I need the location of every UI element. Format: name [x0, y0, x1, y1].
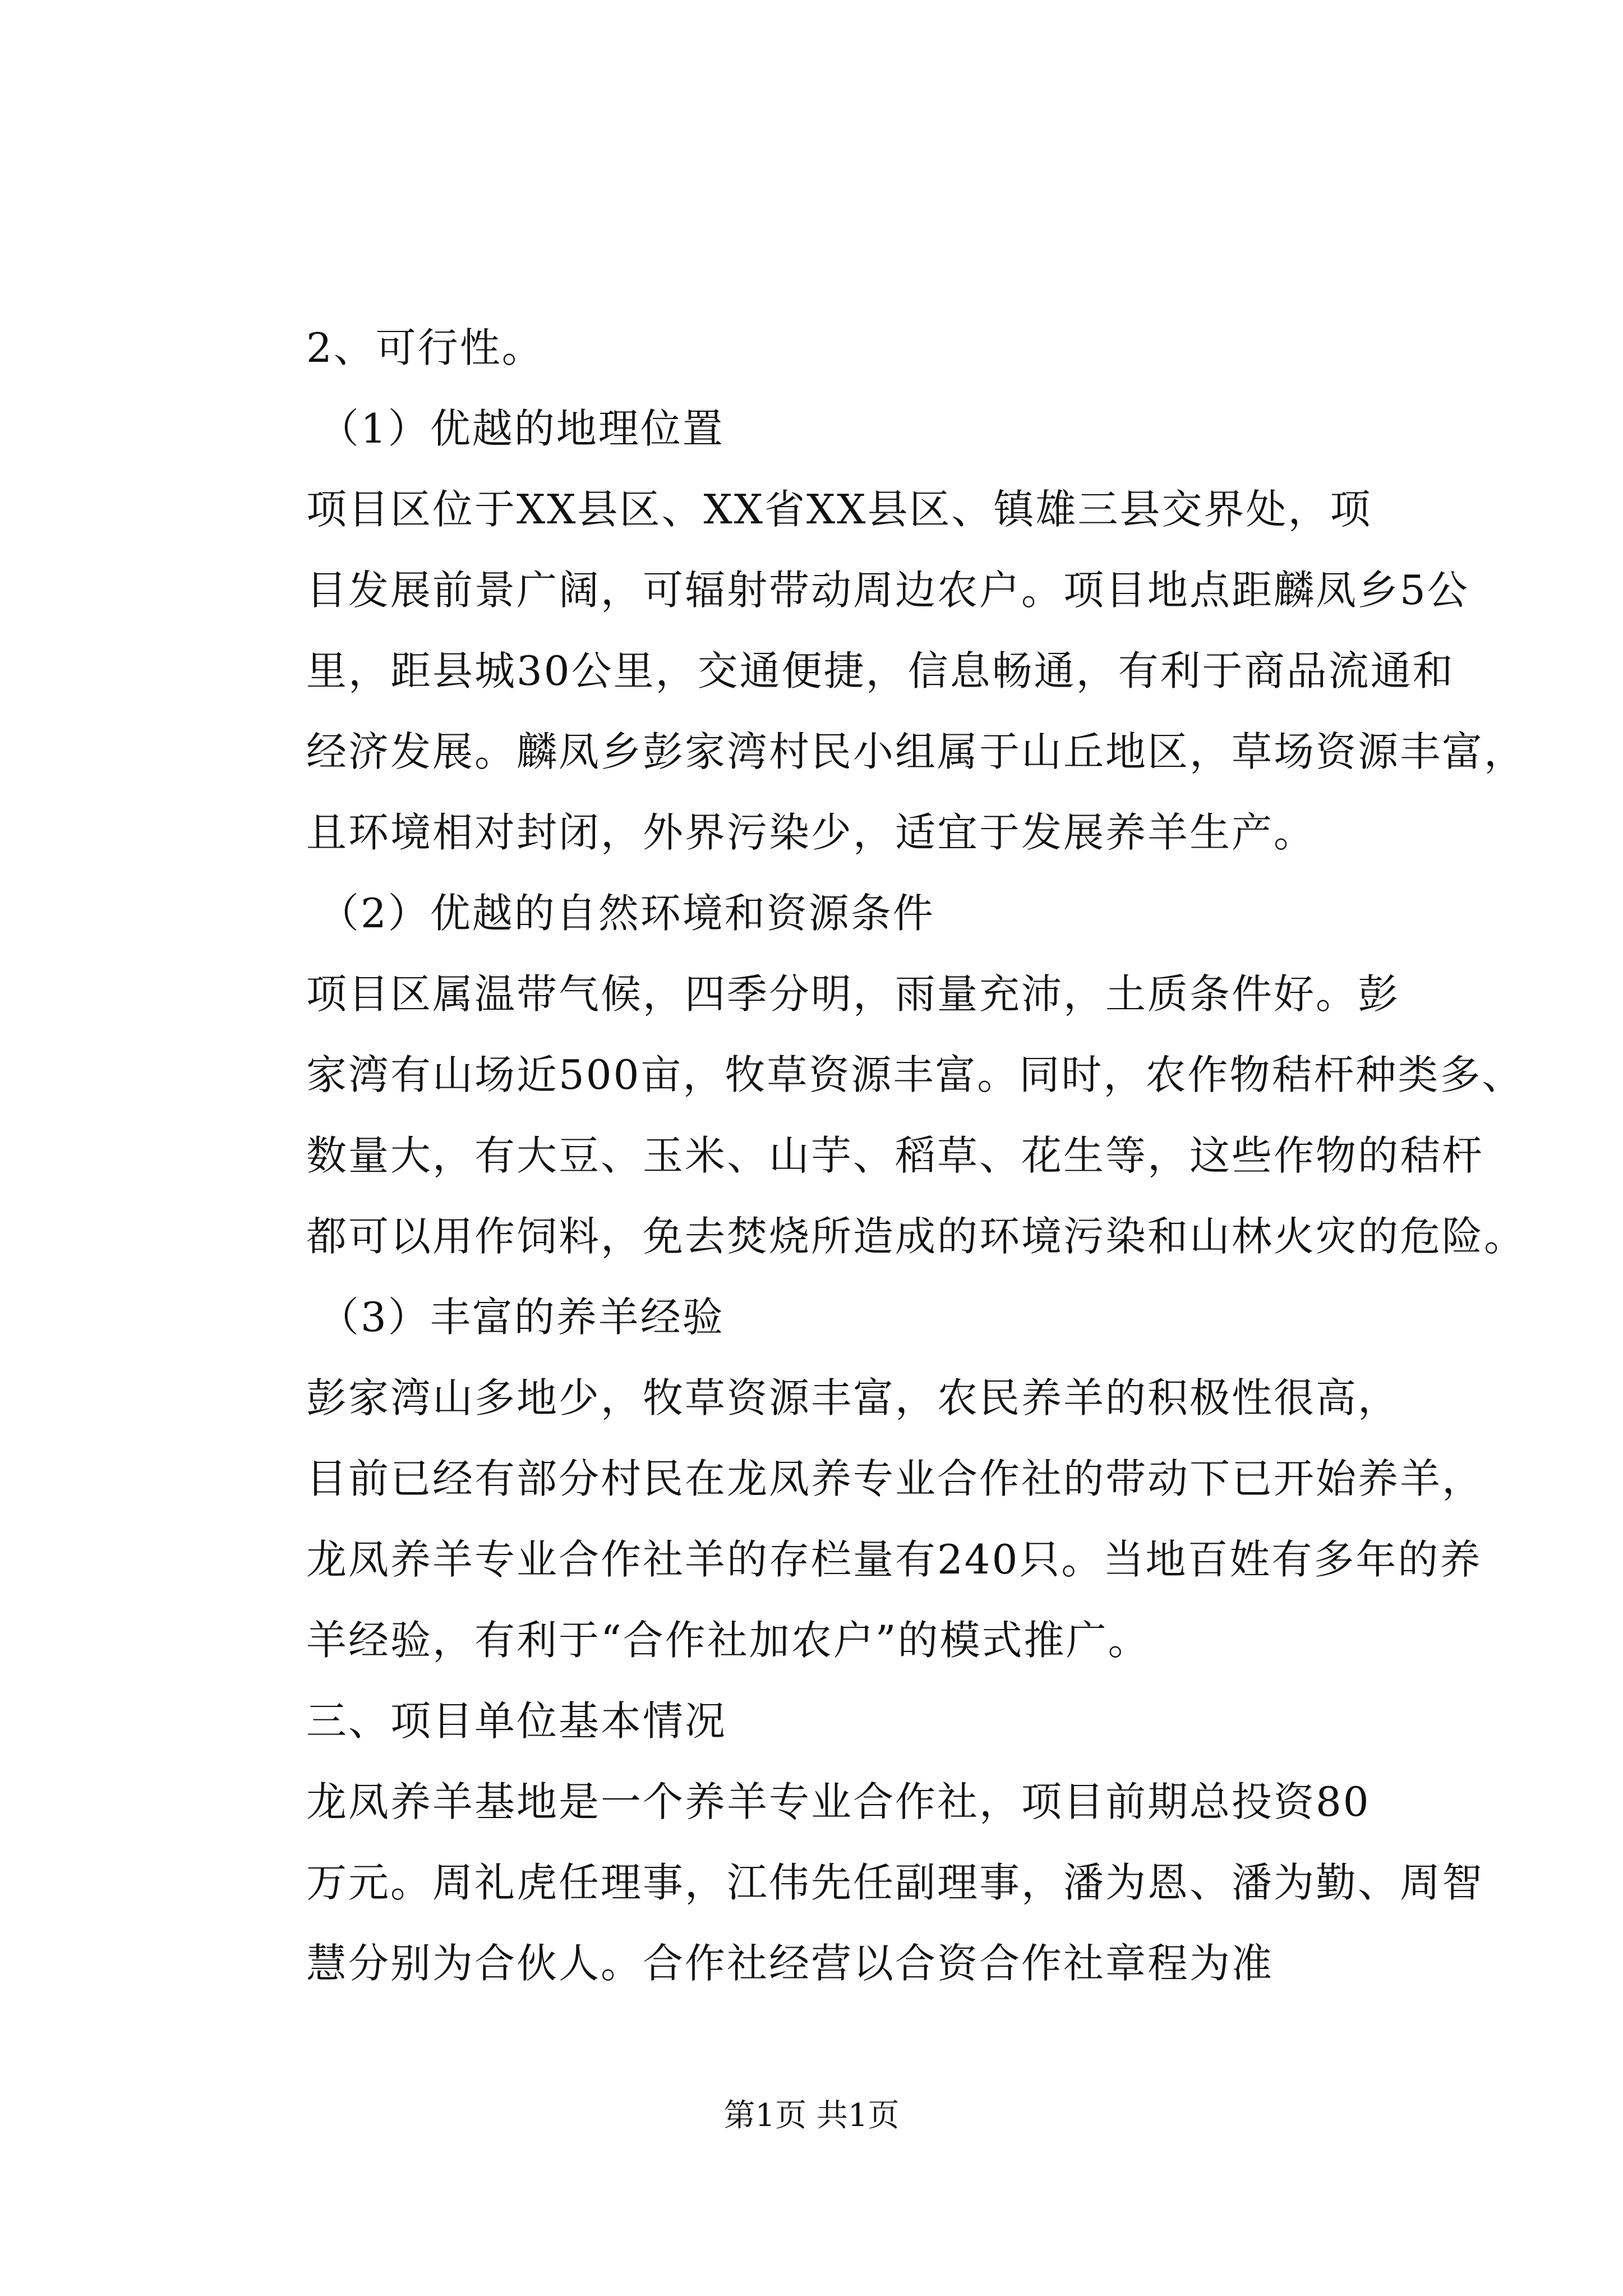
paragraph-line: 羊经验，有利于“合作社加农户”的模式推广。 [306, 1617, 1150, 1664]
subheading-location: （1）优越的地理位置 [319, 405, 725, 452]
paragraph-line: 彭家湾山多地少，牧草资源丰富，农民养羊的积极性很高， [306, 1374, 1400, 1421]
paragraph-line: 都可以用作饲料，免去焚烧所造成的环境污染和山林火灾的危险。 [306, 1213, 1527, 1260]
paragraph-line: 家湾有山场近500亩，牧草资源丰富。同时，农作物秸杆种类多、 [306, 1051, 1524, 1098]
section-heading-feasibility: 2、可行性。 [306, 324, 544, 371]
paragraph-line: 目发展前景广阔，可辐射带动周边农户。项目地点距麟凤乡5公 [306, 567, 1469, 614]
page-footer: 第1页 共1页 [723, 2097, 900, 2134]
paragraph-line: 且环境相对封闭，外界污染少，适宜于发展养羊生产。 [306, 809, 1316, 856]
section-heading-unit-info: 三、项目单位基本情况 [306, 1697, 727, 1745]
subheading-experience: （3）丰富的养羊经验 [319, 1294, 725, 1341]
paragraph-line: 万元。周礼虎任理事，江伟先任副理事，潘为恩、潘为勤、周智 [306, 1859, 1484, 1906]
paragraph-line: 项目区位于XX县区、XX省XX县区、镇雄三县交界处，项 [306, 486, 1372, 533]
paragraph-line: 经济发展。麟凤乡彭家湾村民小组属于山丘地区，草场资源丰富， [306, 728, 1527, 775]
paragraph-line: 龙凤养羊基地是一个养羊专业合作社，项目前期总投资80 [306, 1778, 1371, 1825]
paragraph-line: 数量大，有大豆、玉米、山芋、稻草、花生等，这些作物的秸杆 [306, 1132, 1484, 1179]
document-body [306, 307, 1527, 2004]
paragraph-line: 项目区属温带气候，四季分明，雨量充沛，土质条件好。彭 [306, 970, 1400, 1018]
paragraph-line: 目前已经有部分村民在龙凤养专业合作社的带动下已开始养羊， [306, 1455, 1484, 1502]
paragraph-line: 里，距县城30公里，交通便捷，信息畅通，有利于商品流通和 [306, 647, 1455, 694]
subheading-environment: （2）优越的自然环境和资源条件 [319, 890, 935, 937]
paragraph-line: 龙凤养羊专业合作社羊的存栏量有240只。当地百姓有多年的养 [306, 1536, 1482, 1583]
paragraph-line: 慧分别为合伙人。合作社经营以合资合作社章程为准 [306, 1940, 1274, 1987]
